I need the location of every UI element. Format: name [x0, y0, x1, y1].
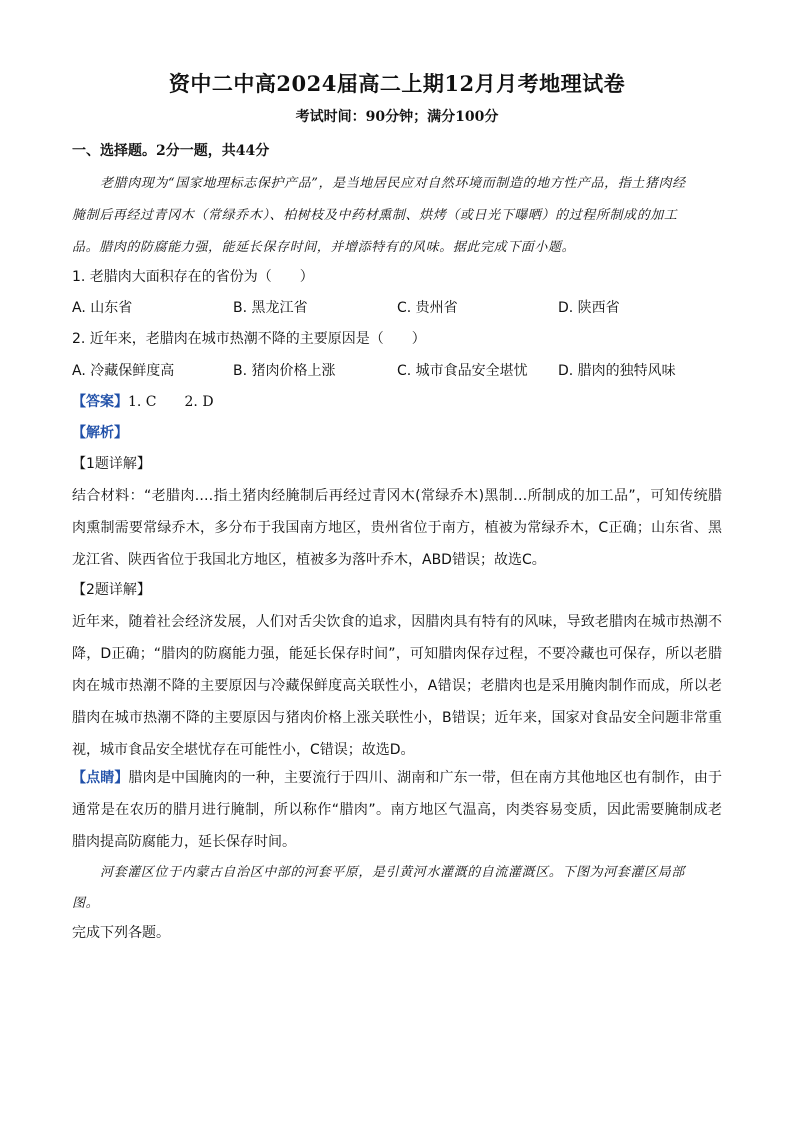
detail-2-line2: 降，D正确；“腊肉的防腐能力强，能延长保存时间”，可知腊肉保存过程，不要冷藏也可保存，所以老腊 — [72, 646, 722, 662]
detail-2-label: 【2题详解】 — [72, 582, 151, 598]
tip-label: 【点睛】 — [72, 770, 129, 786]
detail-1-line1: 结合材料：“老腊肉.…指土猪肉经腌制后再经过青冈木(常绿乔木)黑制…所制成的加工品”，可知传统腊 — [72, 488, 722, 504]
question-2-option-b: B. 猪肉价格上涨 — [233, 363, 336, 379]
detail-1-line2: 肉熏制需要常绿乔木，多分布于我国南方地区，贵州省位于南方，植被为常绿乔木，C正确；山东省、黑 — [72, 520, 722, 536]
question-2-stem: 2. 近年来，老腊肉在城市热潮不降的主要原因是（ ） — [72, 331, 426, 347]
question-1-option-b: B. 黑龙江省 — [233, 300, 308, 316]
material1-line1: 老腊肉现为“国家地理标志保护产品”，是当地居民应对自然环境而制造的地方性产品，指土猪肉经 — [100, 176, 686, 191]
question-1-option-c: C. 贵州省 — [397, 300, 458, 316]
tip-line1 — [72, 767, 722, 787]
question-1-option-a: A. 山东省 — [72, 300, 133, 316]
exam-info: 考试时间：90分钟；满分100分 — [295, 109, 499, 125]
analysis-label: 【解析】 — [72, 425, 128, 441]
question-2-option-a: A. 冷藏保鲜度高 — [72, 363, 175, 379]
question-1-option-d: D. 陕西省 — [558, 300, 620, 316]
material2-line2: 图。 — [72, 896, 100, 911]
detail-2-line4: 腊肉在城市热潮不降的主要原因与猪肉价格上涨关联性小，B错误；近年来，国家对食品安全问题非常重 — [72, 710, 722, 726]
material2-line3: 完成下列各题。 — [72, 925, 170, 941]
answer-label: 【答案】 — [72, 394, 128, 410]
question-2-option-c: C. 城市食品安全堪忧 — [397, 363, 528, 379]
tip-line1-text: 腊肉是中国腌肉的一种，主要流行于四川、湖南和广东一带，但在南方其他地区也有制作，由于 — [128, 770, 723, 786]
detail-1-label: 【1题详解】 — [72, 456, 151, 472]
question-2-option-d: D. 腊肉的独特风味 — [558, 363, 676, 379]
tip-line2: 通常是在农历的腊月进行腌制，所以称作“腊肉”。南方地区气温高，肉类容易变质，因此需要腌制成老 — [72, 802, 722, 818]
question-1-stem: 1. 老腊肉大面积存在的省份为（ ） — [72, 269, 314, 285]
answer-text: 1. C 2. D — [128, 394, 214, 410]
detail-1-line3: 龙江省、陕西省位于我国北方地区，植被多为落叶乔木，ABD错误；故选C。 — [72, 552, 546, 568]
material1-line3: 品。腊肉的防腐能力强，能延长保存时间，并增添特有的风味。据此完成下面小题。 — [72, 240, 576, 255]
material1-line2: 腌制后再经过青冈木（常绿乔木）、柏树枝及中药材熏制、烘烤（或日光下曝晒）的过程所制成的加工 — [72, 208, 678, 223]
detail-2-line5: 视，城市食品安全堪忧存在可能性小，C错误；故选D。 — [72, 742, 415, 758]
answer-row — [72, 391, 214, 411]
detail-2-line1: 近年来，随着社会经济发展，人们对舌尖饮食的追求，因腊肉具有特有的风味，导致老腊肉在城市热潮不 — [72, 614, 722, 630]
material2-line1: 河套灌区位于内蒙古自治区中部的河套平原，是引黄河水灌溉的自流灌溉区。下图为河套灌区局部 — [100, 865, 685, 880]
section-heading: 一、选择题。2分一题，共44分 — [72, 143, 270, 159]
detail-2-line3: 肉在城市热潮不降的主要原因与冷藏保鲜度高关联性小，A错误；老腊肉也是采用腌肉制作而成，所以老 — [72, 678, 722, 694]
page-title: 资中二中高2024届高二上期12月月考地理试卷 — [168, 71, 626, 96]
tip-line3: 腊肉提高防腐能力，延长保存时间。 — [72, 834, 296, 850]
